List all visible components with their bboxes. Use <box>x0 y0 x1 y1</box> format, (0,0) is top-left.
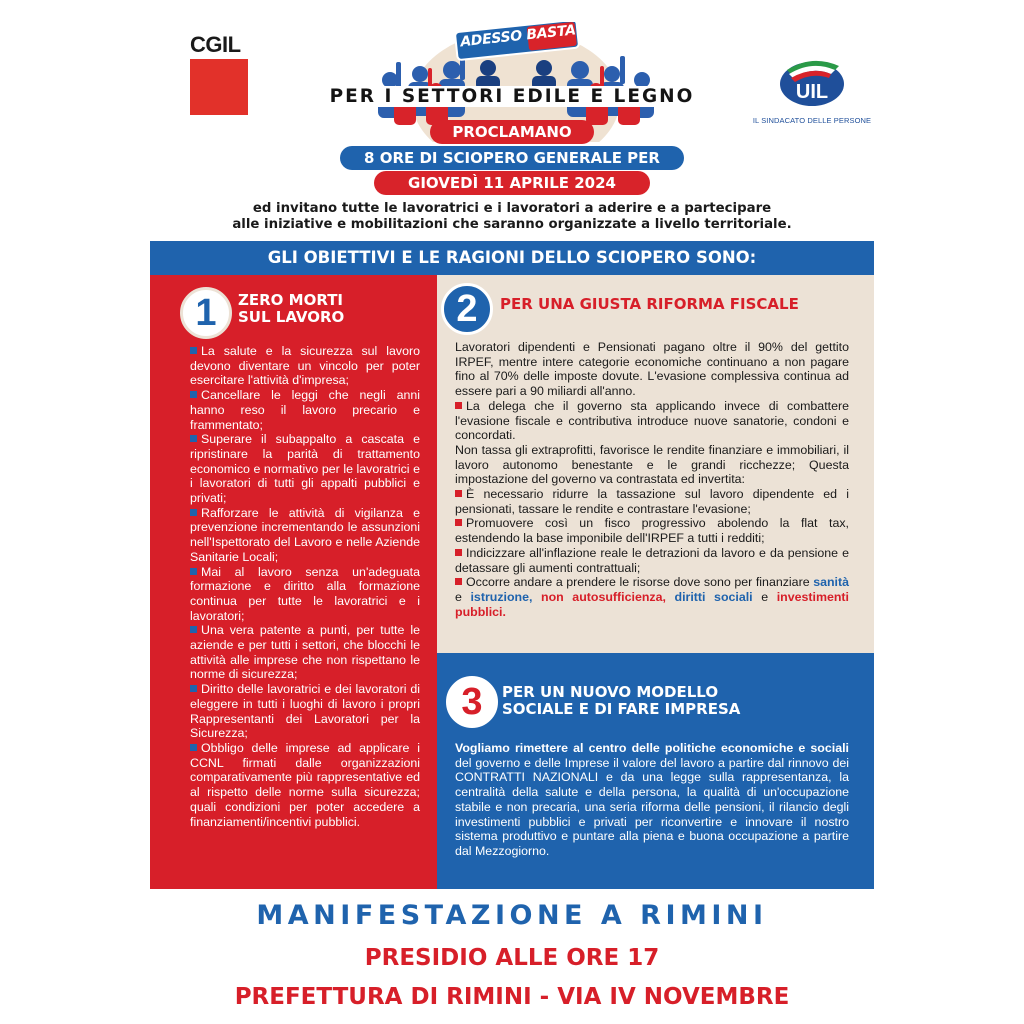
list-item-text: La salute e la sicurezza sul lavoro devono diventare un vincolo per poter esercitare l'attività d'impresa; <box>190 344 420 388</box>
bullet-icon <box>455 490 462 497</box>
uil-emblem <box>775 52 849 110</box>
panel-1-number: 1 <box>180 287 232 339</box>
panel-3-heading-line-2: SOCIALE E DI FARE IMPRESA <box>502 700 741 718</box>
date-banner: GIOVEDÌ 11 APRILE 2024 <box>374 171 650 195</box>
list-item-text: Mai al lavoro senza un'adeguata formazione e diritto alla formazione continua per tutte le lavoratrici e i lavoratori; <box>190 564 420 623</box>
cgil-logo <box>190 34 250 115</box>
panel-3-text <box>455 741 849 859</box>
list-item <box>455 399 849 443</box>
list-item-text: Occorre andare a prendere le risorse dove sono per finanziare <box>466 575 810 590</box>
panel-2-middle: Non tassa gli extraprofitti, favorisce le rendite finanziare e immobiliari, il lavoro autonomo benestante e le grandi ricchezze; Questa impostazione del governo va contrastata ed invertita: <box>455 442 849 487</box>
panel-3-heading-line-1: PER UN NUOVO MODELLO <box>502 683 719 701</box>
list-item <box>190 432 420 506</box>
header-title <box>250 86 774 107</box>
objectives-title: GLI OBIETTIVI E LE RAGIONI DELLO SCIOPERO SONO: <box>150 241 874 275</box>
conjunction: e <box>455 589 462 604</box>
list-item <box>190 344 420 388</box>
keyword-istruzione: istruzione, <box>470 589 533 604</box>
list-item <box>190 741 420 829</box>
panel-2-text <box>455 340 849 619</box>
list-item-text: Rafforzare le attività di vigilanza e prevenzione incrementando le assunzioni nell'Ispettorato del Lavoro e nelle Aziende Sanitarie Locali; <box>190 505 420 564</box>
list-item <box>190 506 420 565</box>
bullet-icon <box>190 744 197 751</box>
invitation-line-2: alle iniziative e mobilitazioni che saranno organizzate a livello territoriale. <box>232 217 792 232</box>
list-item-text: Obbligo delle imprese ad applicare i CCNL firmati dalle organizzazioni comparativamente più rappresentative ed al rispetto delle norme sulla sicurezza; quali condizioni per poter accedere a finanziamenti/incentivi pubblici. <box>190 740 420 829</box>
invitation-line-1: ed invitano tutte le lavoratrici e i lavoratori a aderire e a partecipare <box>252 201 772 216</box>
list-item <box>455 575 849 619</box>
uil-logo <box>752 52 872 125</box>
panel-3-text-a: del governo e delle Imprese il valore del lavoro a partire dal rinnovo dei <box>455 755 849 770</box>
bullet-icon <box>190 685 197 692</box>
panel-3-bold-start: Vogliamo rimettere al centro delle politiche economiche e sociali <box>455 741 849 755</box>
bullet-icon <box>455 519 462 526</box>
panel-3-number: 3 <box>446 676 498 728</box>
bullet-icon <box>455 402 462 409</box>
panel-3-heading <box>502 684 862 718</box>
bullet-icon <box>455 578 462 585</box>
list-item-text: La delega che il governo sta applicando invece di combattere l'evasione fiscale e contributiva introduce nuove sanatorie, condoni e concordati. <box>455 398 849 443</box>
list-item-text: Diritto delle lavoratrici e dei lavoratori di eleggere in tutti i luoghi di lavoro i propri Rappresentanti dei Lavoratori per la Sicurezza; <box>190 682 420 741</box>
list-item <box>190 565 420 624</box>
list-item-text: Promuovere così un fisco progressivo abolendo la flat tax, estendendo la base imponibile dell'IRPEF a tutti i redditi; <box>455 516 849 546</box>
list-item <box>455 487 849 516</box>
invitation-text <box>170 201 854 233</box>
list-item-text: Superare il subappalto a cascata e ripristinare la parità di trattamento economico e normativo per le lavoratrici e i lavoratori di tutti gli appalti pubblici e privati; <box>190 432 420 506</box>
list-item-text: È necessario ridurre la tassazione sul lavoro dipendente ed i pensionati, tassare le rendite e contrastare l'evasione; <box>455 487 849 516</box>
conjunction: e <box>761 589 769 604</box>
list-item <box>455 546 849 575</box>
proclamano-banner: PROCLAMANO <box>430 120 594 144</box>
cgil-logo-square <box>190 59 248 115</box>
keyword-autosufficienza: non autosufficienza, <box>541 589 666 604</box>
list-item-text: Una vera patente a punti, per tutte le aziende e per tutti i settori, che blocchi le attività alle imprese che non rispettano le norme di sicurezza; <box>190 623 420 682</box>
footer-title: MANIFESTAZIONE A RIMINI <box>256 900 768 931</box>
list-item <box>190 388 420 432</box>
cgil-logo-text: CGIL <box>190 32 241 57</box>
panel-3-paragraph <box>455 741 849 859</box>
keyword-diritti-sociali: diritti sociali <box>674 589 753 604</box>
adesso-basta-badge: ADESSO BASTA! <box>459 21 583 51</box>
keyword-investimenti: investimenti pubblici. <box>455 589 849 619</box>
panel-2-intro: Lavoratori dipendenti e Pensionati pagano oltre il 90% del gettito IRPEF, mentre intere categorie economiche continuano a non pagare fino al 70% delle imposte dovute. L'evasione complessiva continua ad essere pari a 90 miliardi all'anno. <box>455 340 849 399</box>
bullet-icon <box>190 568 197 575</box>
bullet-icon <box>190 347 197 354</box>
panel-1-heading <box>238 292 428 326</box>
keyword-sanita: sanità <box>813 575 849 590</box>
panel-1-heading-line-2: SUL LAVORO <box>238 308 345 326</box>
list-item <box>190 682 420 741</box>
panel-1-heading-line-1: ZERO MORTI <box>238 291 344 309</box>
panel-3-contracts: CONTRATTI NAZIONALI <box>455 770 599 785</box>
panel-3-text-b: e da una legge sulla rappresentanza, la centralità della salute e della persona, la qualità di un'occupazione stabile e non precaria, una seria riforma delle pensioni, il rilancio degli investimenti pubblici e privati per riconvertire e innovare il nostro sistema produttivo e puntare alla piena e buona occupazione a partire dal Mezzogiorno. <box>455 770 850 858</box>
bullet-icon <box>455 549 462 556</box>
list-item-text: Cancellare le leggi che negli anni hanno reso il lavoro precario e frammentato; <box>190 388 420 432</box>
footer-place: PREFETTURA DI RIMINI - VIA IV NOVEMBRE <box>234 984 790 1010</box>
header-title-text: PER I SETTORI EDILE E LEGNO <box>324 86 701 107</box>
bullet-icon <box>190 509 197 516</box>
footer-presidio: PRESIDIO ALLE ORE 17 <box>364 945 660 971</box>
bullet-icon <box>190 435 197 442</box>
panel-2-heading: PER UNA GIUSTA RIFORMA FISCALE <box>500 295 799 313</box>
uil-emblem-text: UIL <box>795 81 829 103</box>
list-item <box>455 516 849 545</box>
panel-2-number: 2 <box>441 283 493 335</box>
uil-tagline: IL SINDACATO DELLE PERSONE <box>752 116 872 125</box>
strike-banner: 8 ORE DI SCIOPERO GENERALE PER <box>340 146 684 170</box>
bullet-icon <box>190 391 197 398</box>
list-item <box>190 623 420 682</box>
bullet-icon <box>190 626 197 633</box>
panel-1-list <box>190 344 420 829</box>
list-item-text: Indicizzare all'inflazione reale le detrazioni da lavoro e da pensione e detassare gli aumenti contrattuali; <box>455 545 849 575</box>
